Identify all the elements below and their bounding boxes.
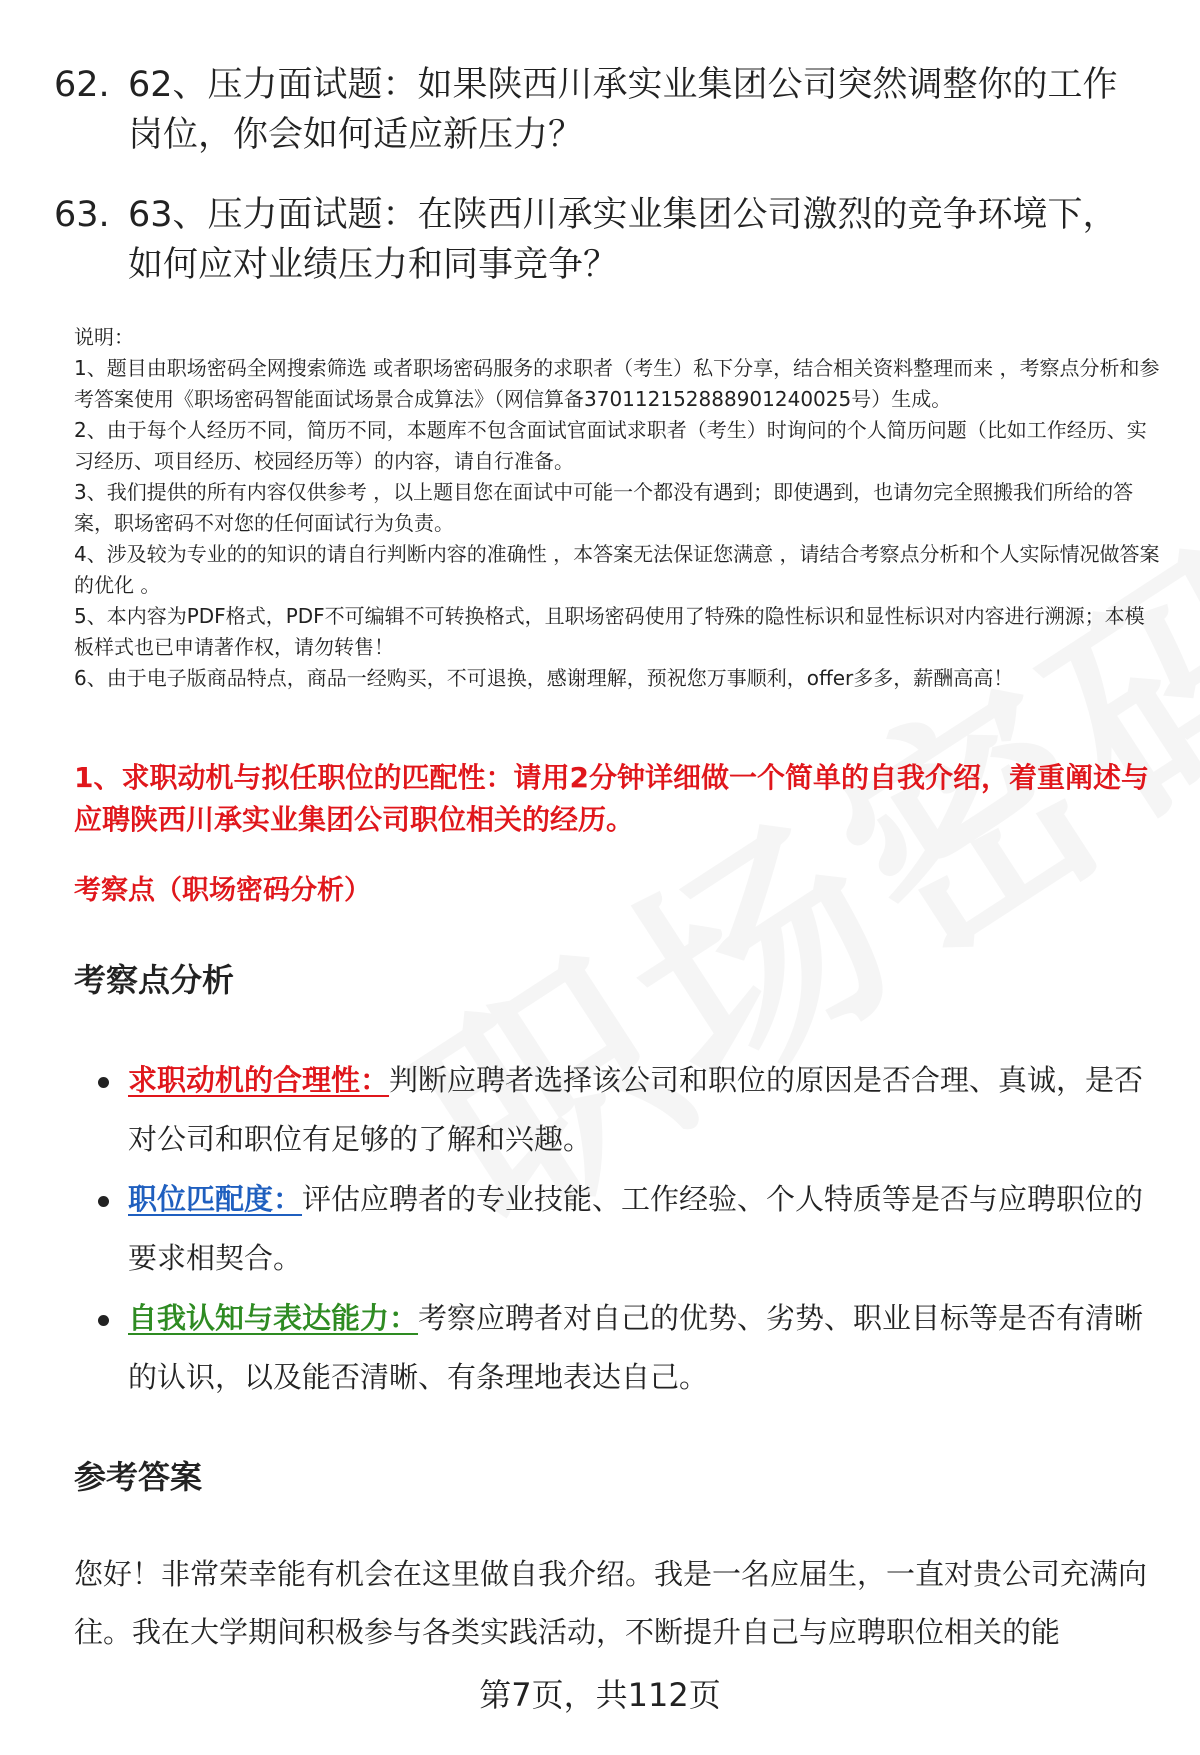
bullet-label: 自我认知与表达能力： (128, 1301, 419, 1335)
question-63 (54, 190, 1154, 290)
question-number: 63. (54, 195, 110, 235)
list-item (94, 1051, 1164, 1169)
bullet-text: 判断应聘者选择该公司和职位的原因是否合理、真诚，是否对公司和职位有足够的了解和兴趣。 (128, 1063, 1144, 1156)
analysis-list (94, 1051, 1164, 1408)
answer-text: 您好！非常荣幸能有机会在这里做自我介绍。我是一名应届生，一直对贵公司充满向往。我在大学期间积极参与各类实践活动，不断提升自己与应聘职位相关的能 (74, 1557, 1148, 1649)
analysis-heading: 考察点分析 (74, 961, 235, 999)
notes-title: 说明： (74, 325, 134, 349)
bullet-text: 考察应聘者对自己的优势、劣势、职业目标等是否有清晰的认识，以及能否清晰、有条理地表达自己。 (128, 1301, 1144, 1394)
bullet-label: 职位匹配度： (128, 1182, 303, 1216)
question-text: 63、压力面试题：在陕西川承实业集团公司激烈的竞争环境下，如何应对业绩压力和同事竞争？ (128, 195, 1118, 285)
focus-label: 考察点（职场密码分析） (74, 875, 371, 906)
list-item (94, 1289, 1164, 1407)
note-item: 4、涉及较为专业的的知识的请自行判断内容的准确性 ，本答案无法保证您满意 ，请结合考察点分析和个人实际情况做答案的优化 。 (74, 542, 1160, 597)
note-item: 5、本内容为PDF格式，PDF不可编辑不可转换格式，且职场密码使用了特殊的隐性标识和显性标识对内容进行溯源；本模板样式也已申请著作权，请勿转售！ (74, 604, 1145, 659)
bullet-text: 评估应聘者的专业技能、工作经验、个人特质等是否与应聘职位的要求相契合。 (128, 1182, 1144, 1275)
bullet-dot-icon (98, 1196, 109, 1207)
question-number: 62. (54, 65, 110, 105)
main-question: 1、求职动机与拟任职位的匹配性：请用2分钟详细做一个简单的自我介绍，着重阐述与应聘陕西川承实业集团公司职位相关的经历。 (74, 761, 1149, 836)
question-text: 62、压力面试题：如果陕西川承实业集团公司突然调整你的工作岗位，你会如何适应新压力？ (128, 65, 1118, 155)
note-item: 3、我们提供的所有内容仅供参考 ，以上题目您在面试中可能一个都没有遇到；即使遇到，也请勿完全照搬我们所给的答案，职场密码不对您的任何面试行为负责。 (74, 480, 1134, 535)
note-item: 1、题目由职场密码全网搜索筛选 或者职场密码服务的求职者（考生）私下分享，结合相关资料整理而来 ，考察点分析和参考答案使用《职场密码智能面试场景合成算法》（网信算备370112152888901240025号）生成。 (74, 356, 1160, 411)
question-62 (54, 60, 1154, 160)
bullet-label: 求职动机的合理性： (128, 1063, 390, 1097)
answer-body (74, 1545, 1164, 1661)
note-item: 2、由于每个人经历不同，简历不同，本题库不包含面试官面试求职者（考生）时询问的个人简历问题（比如工作经历、实习经历、项目经历、校园经历等）的内容，请自行准备。 (74, 418, 1147, 473)
bullet-dot-icon (98, 1315, 109, 1326)
note-item: 6、由于电子版商品特点，商品一经购买，不可退换，感谢理解，预祝您万事顺利，offer多多，薪酬高高！ (74, 666, 1014, 690)
bullet-dot-icon (98, 1077, 109, 1088)
notes-section (74, 322, 1164, 694)
answer-heading: 参考答案 (74, 1458, 203, 1496)
page-number: 第7页，共112页 (479, 1676, 721, 1714)
list-item (94, 1170, 1164, 1288)
